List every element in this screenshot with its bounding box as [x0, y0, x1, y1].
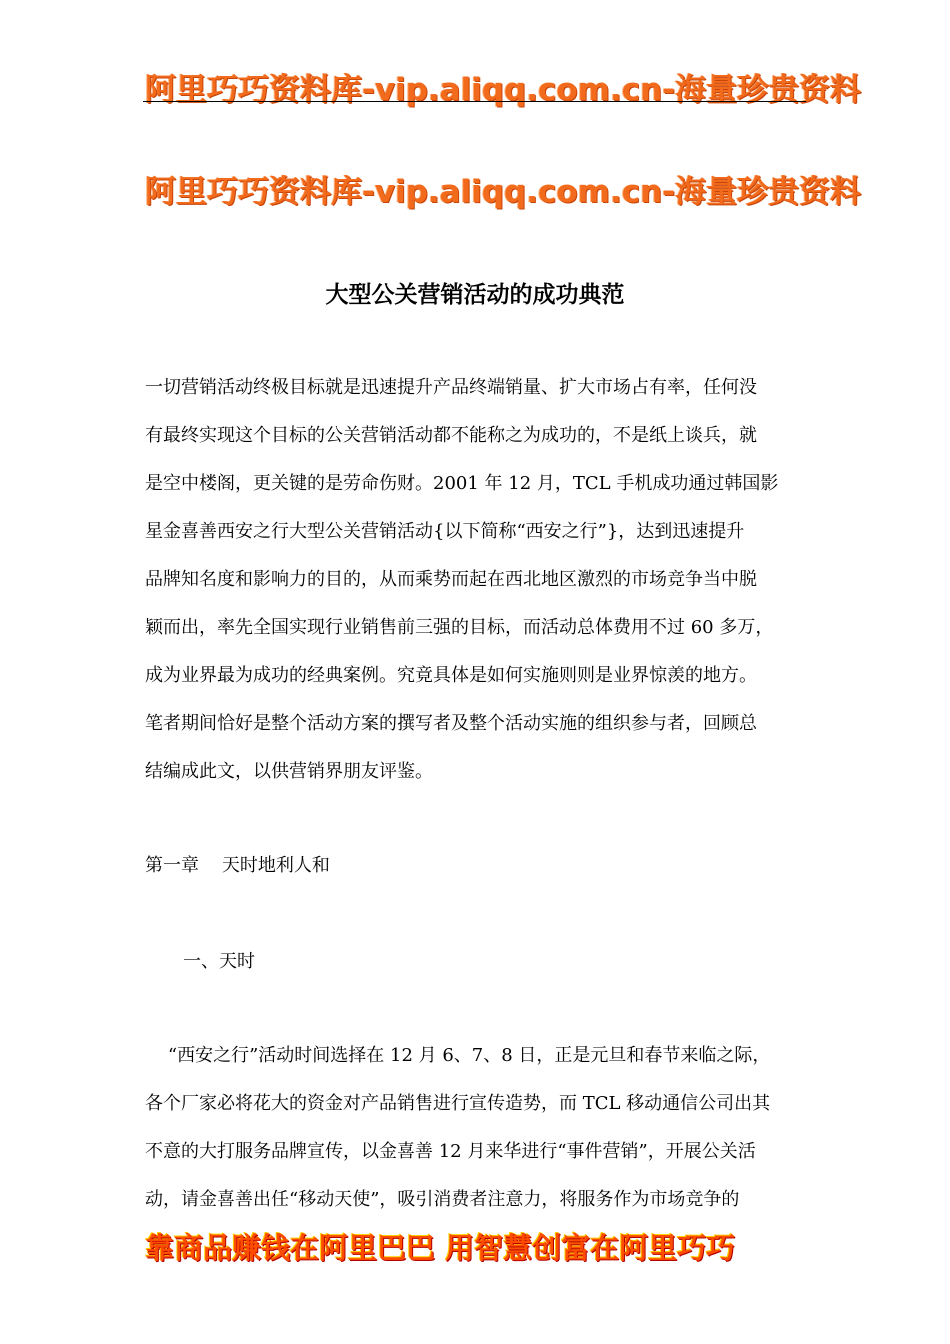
text-line: 颖而出，率先全国实现行业销售前三强的目标，而活动总体费用不过 60 多万，	[145, 617, 774, 638]
text-line: 各个厂家必将花大的资金对产品销售进行宣传造势，而 TCL 移动通信公司出其	[145, 1093, 771, 1114]
section-heading: 一、天时	[183, 951, 255, 972]
document-title: 大型公关营销活动的成功典范	[325, 282, 625, 308]
text-line: 一切营销活动终极目标就是迅速提升产品终端销量、扩大市场占有率，任何没	[145, 377, 757, 398]
text-line: 不意的大打服务品牌宣传，以金喜善 12 月来华进行“事件营销”，开展公关活	[145, 1141, 756, 1162]
chapter-heading: 第一章 天时地利人和	[145, 855, 330, 876]
footer-banner: 靠商品赚钱在阿里巴巴 用智慧创富在阿里巧巧	[145, 1231, 736, 1265]
text-line: 品牌知名度和影响力的目的，从而乘势而起在西北地区激烈的市场竞争当中脱	[145, 569, 757, 590]
intro-paragraph	[145, 364, 835, 796]
header-rule	[143, 101, 806, 102]
text-line: “西安之行”活动时间选择在 12 月 6、7、8 日，正是元旦和春节来临之际，	[145, 1045, 771, 1066]
text-line: 是空中楼阁，更关键的是劳命伤财。2001 年 12 月，TCL 手机成功通过韩国影	[145, 473, 779, 494]
body-paragraph	[145, 1032, 835, 1224]
text-line: 动，请金喜善出任“移动天使”，吸引消费者注意力，将服务作为市场竞争的	[145, 1189, 740, 1210]
text-line: 成为业界最为成功的经典案例。究竟具体是如何实施则则是业界惊羡的地方。	[145, 665, 757, 686]
header-banner: 阿里巧巧资料库-vip.aliqq.com.cn-海量珍贵资料	[145, 72, 862, 108]
text-line: 星金喜善西安之行大型公关营销活动{以下简称“西安之行”}，达到迅速提升	[145, 521, 745, 542]
text-line: 结编成此文，以供营销界朋友评鉴。	[145, 761, 433, 782]
text-line: 笔者期间恰好是整个活动方案的撰写者及整个活动实施的组织参与者，回顾总	[145, 713, 757, 734]
text-line: 有最终实现这个目标的公关营销活动都不能称之为成功的，不是纸上谈兵，就	[145, 425, 757, 446]
sub-banner: 阿里巧巧资料库-vip.aliqq.com.cn-海量珍贵资料	[145, 174, 862, 210]
